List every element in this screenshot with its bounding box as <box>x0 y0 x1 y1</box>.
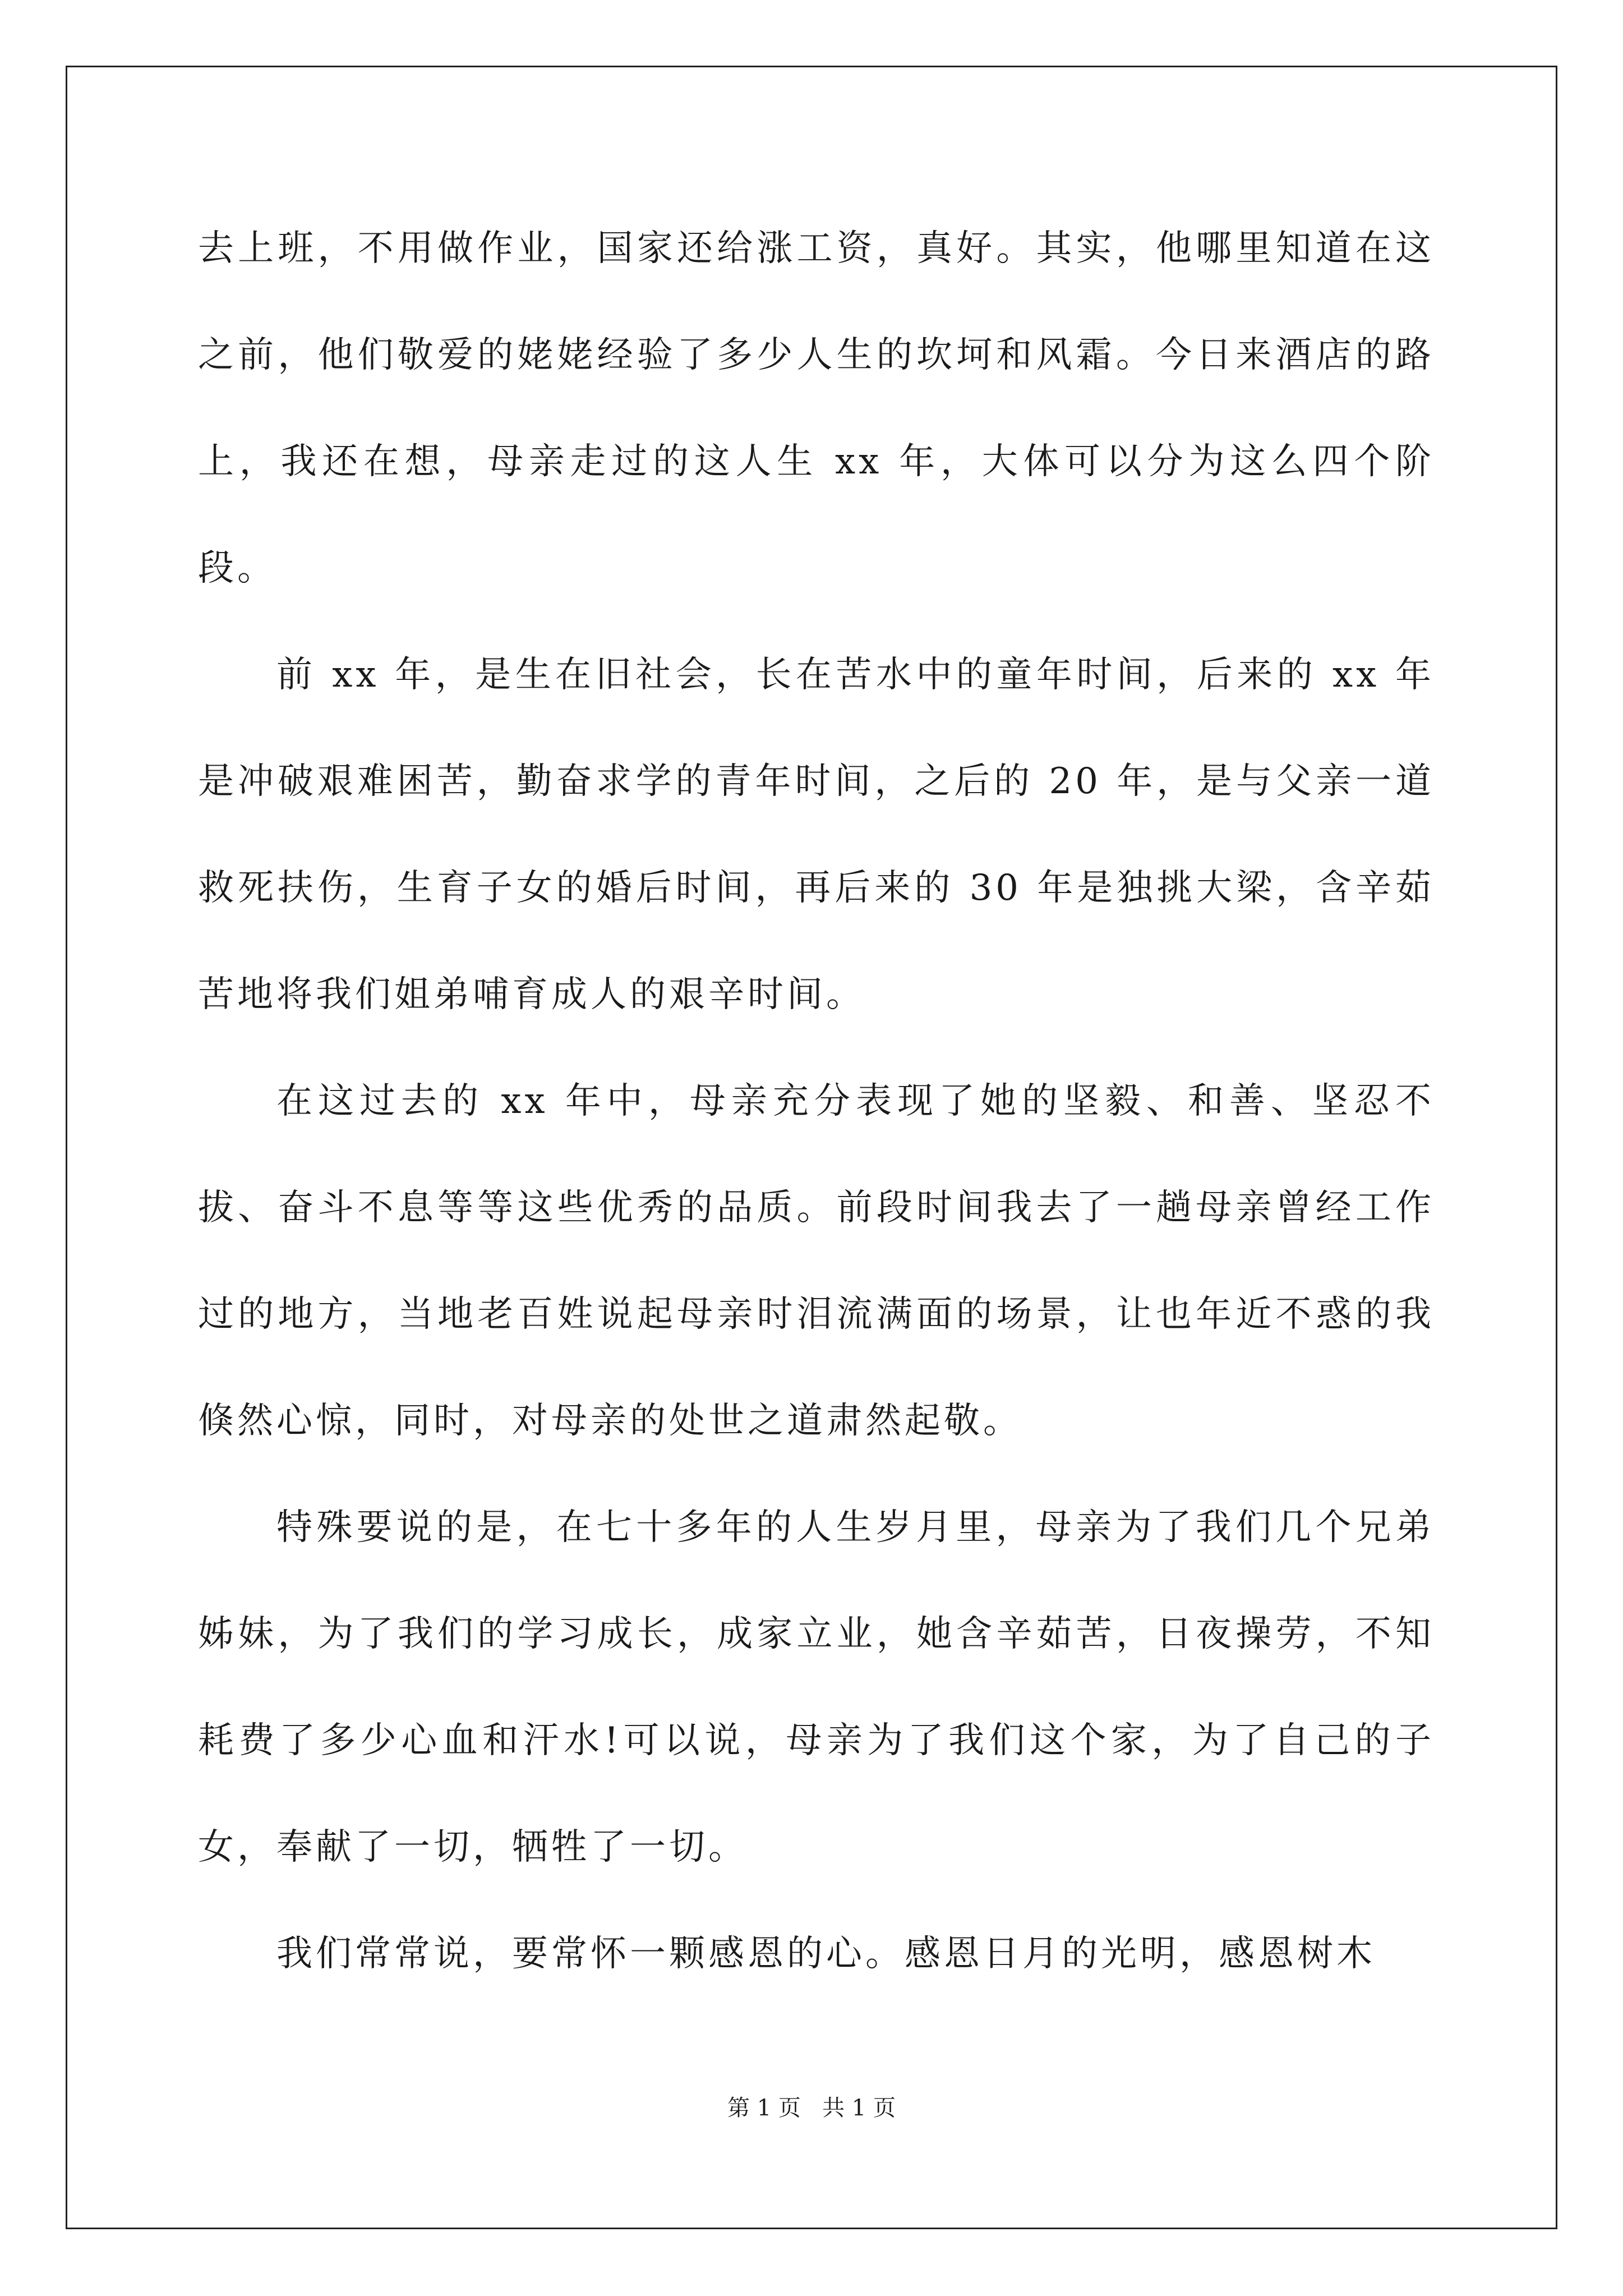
page-number-footer: 第 1 页 共 1 页 <box>727 2095 896 2121</box>
document-body <box>198 195 1435 2007</box>
paragraph-2: 前 xx 年，是生在旧社会，长在苦水中的童年时间，后来的 xx 年是冲破艰难困苦，勤奋求学的青年时间，之后的 20 年，是与父亲一道救死扶伤，生育子女的婚后时间，再后来的 30 年是独挑大梁，含辛茹苦地将我们姐弟哺育成人的艰辛时间。 <box>198 654 1435 1015</box>
paragraph-3: 在这过去的 xx 年中，母亲充分表现了她的坚毅、和善、坚忍不拔、奋斗不息等等这些优秀的品质。前段时间我去了一趟母亲曾经工作过的地方，当地老百姓说起母亲时泪流满面的场景，让也年近不惑的我倏然心惊，同时，对母亲的处世之道肃然起敬。 <box>198 1080 1435 1442</box>
paragraph-1: 去上班，不用做作业，国家还给涨工资，真好。其实，他哪里知道在这之前，他们敬爱的姥姥经验了多少人生的坎坷和风霜。今日来酒店的路上，我还在想，母亲走过的这人生 xx 年，大体可以分为这么四个阶段。 <box>198 228 1435 589</box>
paragraph-5: 我们常常说，要常怀一颗感恩的心。感恩日月的光明，感恩树木 <box>276 1933 1376 1975</box>
paragraph-4: 特殊要说的是，在七十多年的人生岁月里，母亲为了我们几个兄弟姊妹，为了我们的学习成长，成家立业，她含辛茹苦，日夜操劳，不知耗费了多少心血和汗水!可以说，母亲为了我们这个家，为了自己的子女，奉献了一切，牺牲了一切。 <box>198 1507 1435 1868</box>
